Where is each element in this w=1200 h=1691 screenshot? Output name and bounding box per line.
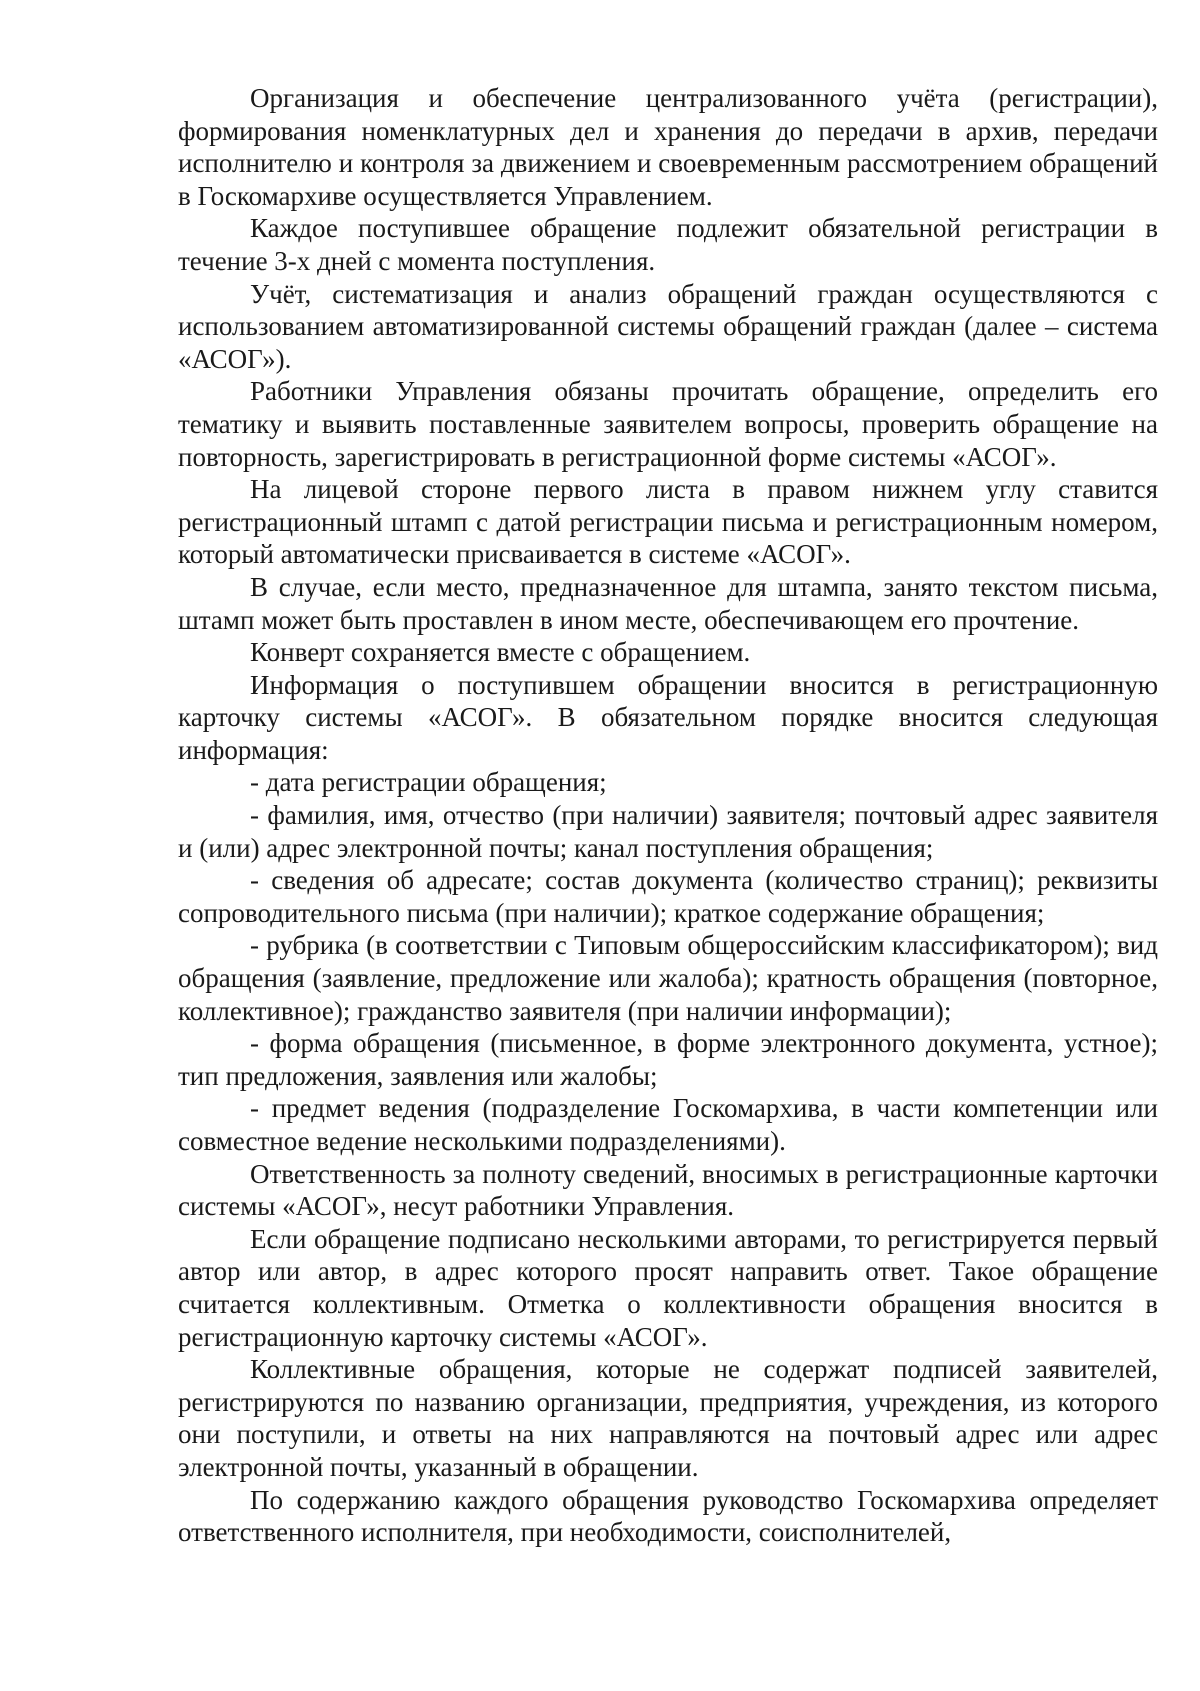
paragraph-collective-appeals: Коллективные обращения, которые не содержат подписей заявителей, регистрируются по названию организации, предприятия, учреждения, из которого они поступили, и ответы на них направляются на почтовый адрес или адрес электронной почты, указанный в обращении.	[178, 1354, 1158, 1482]
list-item-jurisdiction: - предмет ведения (подразделение Госкомархива, в части компетенции или совместное ведение несколькими подразделениями).	[178, 1093, 1158, 1156]
paragraph-multiple-authors: Если обращение подписано несколькими авторами, то регистрируется первый автор или автор, в адрес которого просят направить ответ. Такое обращение считается коллективным. Отметка о коллективности обращения вносится в регистрационную карточку системы «АСОГ».	[178, 1223, 1158, 1352]
paragraph-registration-organization: Организация и обеспечение централизованного учёта (регистрации), формирования номенклатурных дел и хранения до передачи в архив, передачи исполнителю и контроля за движением и своевременным рассмотрением обращений в Госкомархиве осуществляется Управлением.	[178, 83, 1158, 211]
document-page	[178, 82, 1158, 1549]
paragraph-registration-stamp: На лицевой стороне первого листа в правом нижнем углу ставится регистрационный штамп с датой регистрации письма и регистрационным номером, который автоматически присваивается в системе «АСОГ».	[178, 474, 1158, 570]
paragraph-responsibility: Ответственность за полноту сведений, вносимых в регистрационные карточки системы «АСОГ», несут работники Управления.	[178, 1158, 1158, 1222]
paragraph-asog-system: Учёт, систематизация и анализ обращений граждан осуществляются с использованием автоматизированной системы обращений граждан (далее – система «АСОГ»).	[178, 278, 1158, 374]
list-item-appeal-form: - форма обращения (письменное, в форме электронного документа, устное); тип предложения, заявления или жалобы;	[178, 1028, 1158, 1091]
paragraph-card-information: Информация о поступившем обращении вносится в регистрационную карточку системы «АСОГ». В обязательном порядке вносится следующая информация:	[178, 669, 1158, 765]
list-item-addressee: - сведения об адресате; состав документа (количество страниц); реквизиты сопроводительного письма (при наличии); краткое содержание обращения;	[178, 865, 1158, 928]
list-item-rubric: - рубрика (в соответствии с Типовым общероссийским классификатором); вид обращения (заявление, предложение или жалоба); кратность обращения (повторное, коллективное); гражданство заявителя (при наличии информации);	[178, 930, 1158, 1026]
paragraph-staff-duties: Работники Управления обязаны прочитать обращение, определить его тематику и выявить поставленные заявителем вопросы, проверить обращение на повторность, зарегистрировать в регистрационной форме системы «АСОГ».	[178, 376, 1158, 472]
paragraph-mandatory-registration: Каждое поступившее обращение подлежит обязательной регистрации в течение 3-х дней с момента поступления.	[178, 213, 1158, 276]
paragraph-executor-assignment: По содержанию каждого обращения руководство Госкомархива определяет ответственного исполнителя, при необходимости, соисполнителей,	[178, 1484, 1158, 1548]
list-item-applicant-name: - фамилия, имя, отчество (при наличии) заявителя; почтовый адрес заявителя и (или) адрес электронной почты; канал поступления обращения;	[178, 800, 1158, 863]
paragraph-envelope: Конверт сохраняется вместе с обращением.	[250, 637, 751, 668]
paragraph-stamp-placement: В случае, если место, предназначенное для штампа, занято текстом письма, штамп может быть проставлен в ином месте, обеспечивающем его прочтение.	[178, 571, 1158, 635]
list-item-registration-date: - дата регистрации обращения;	[250, 767, 607, 798]
